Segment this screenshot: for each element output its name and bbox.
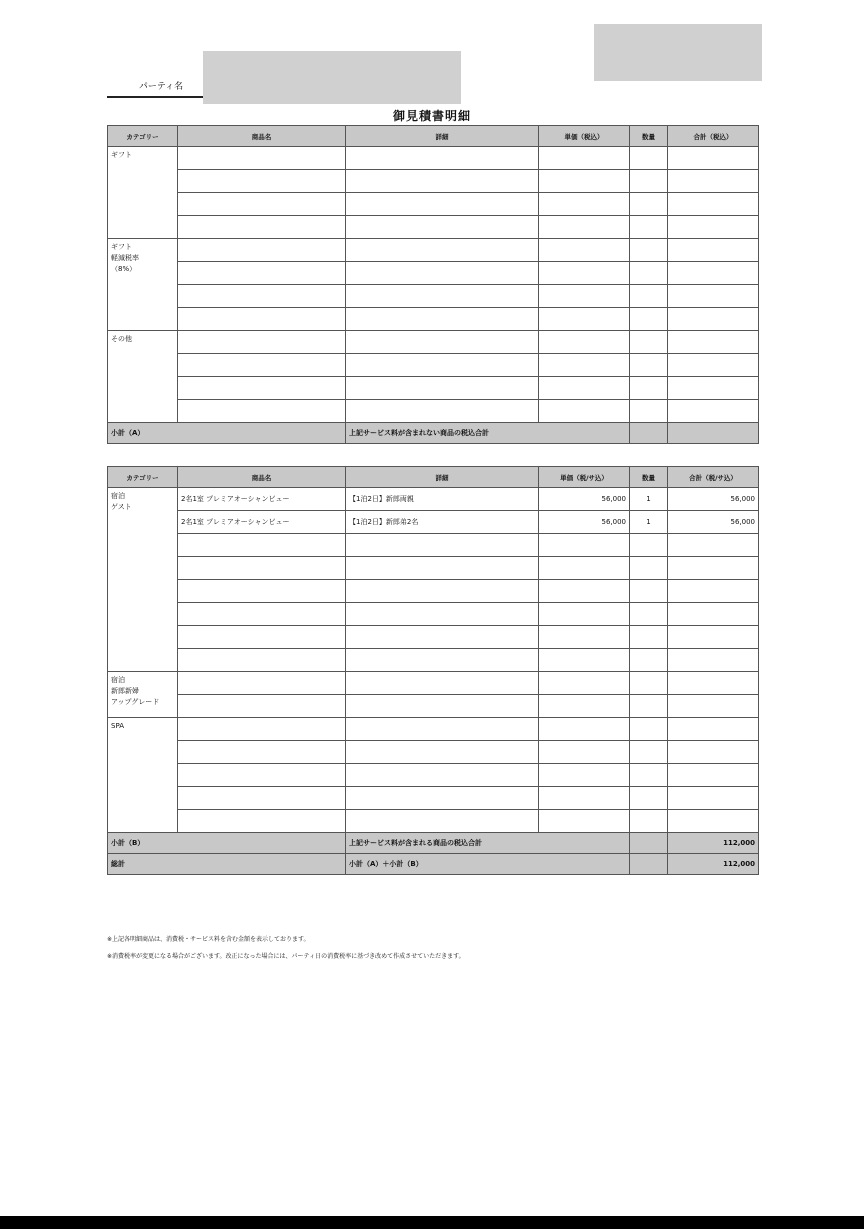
table-row [108,557,759,580]
detail-cell [346,649,539,672]
qty-cell [630,626,668,649]
item-cell [178,147,346,170]
total-cell [668,672,759,695]
qty-cell [630,216,668,239]
detail-cell [346,534,539,557]
category-cell: 宿泊 ゲスト [108,488,178,672]
unit-price-cell [539,810,630,833]
detail-cell [346,580,539,603]
subtotal-b-row-value: 112,000 [668,833,759,854]
unit-price-cell [539,741,630,764]
unit-price-cell [539,377,630,400]
table-row [108,216,759,239]
qty-cell [630,580,668,603]
category-cell: ギフト 軽減税率 （8%） [108,239,178,331]
unit-price-cell [539,695,630,718]
table-row [108,193,759,216]
unit-price-cell: 56,000 [539,488,630,511]
total-cell [668,764,759,787]
item-cell [178,308,346,331]
redacted-party-name [203,51,461,104]
total-cell [668,557,759,580]
table-row [108,400,759,423]
detail-cell [346,787,539,810]
unit-price-cell [539,718,630,741]
footnote: ※上記各明細商品は、消費税・サービス料を含む金額を表示しております。 [107,936,310,943]
party-name-label: パーティ名 [107,80,203,98]
unit-price-cell [539,216,630,239]
item-cell [178,741,346,764]
total-cell [668,331,759,354]
qty-cell [630,718,668,741]
detail-cell [346,216,539,239]
unit-price-cell [539,331,630,354]
qty-cell: 1 [630,488,668,511]
estimate-table-a [107,125,759,444]
item-cell [178,534,346,557]
qty-cell [630,649,668,672]
detail-cell: 【1泊2日】新郎両親 [346,488,539,511]
item-cell [178,216,346,239]
total-cell [668,262,759,285]
detail-cell [346,695,539,718]
detail-cell [346,285,539,308]
page-bottom-bar [0,1216,864,1229]
unit-price-cell [539,354,630,377]
col-header-unit-price: 単価（税/サ込） [539,467,630,488]
col-header-qty: 数量 [630,126,668,147]
grand-total-row [108,854,759,875]
detail-cell [346,239,539,262]
qty-cell: 1 [630,511,668,534]
table-row [108,787,759,810]
subtotal-a-row-value [668,423,759,444]
subtotal-a-row-qty [630,423,668,444]
total-cell [668,741,759,764]
detail-cell [346,626,539,649]
item-cell [178,626,346,649]
total-cell [668,377,759,400]
table-row [108,170,759,193]
unit-price-cell [539,147,630,170]
unit-price-cell [539,239,630,262]
total-cell [668,239,759,262]
total-cell [668,147,759,170]
qty-cell [630,557,668,580]
subtotal-b-row-label: 小計（B） [108,833,346,854]
header-row [108,126,759,147]
item-cell [178,718,346,741]
unit-price-cell [539,626,630,649]
footnote: ※消費税率が変更になる場合がございます。改正になった場合には、パーティ日の消費税率に基づき改めて作成させていただきます。 [107,953,465,960]
col-header-detail: 詳細 [346,126,539,147]
subtotal-b-row [108,833,759,854]
table-row [108,718,759,741]
qty-cell [630,331,668,354]
unit-price-cell [539,262,630,285]
total-cell [668,718,759,741]
detail-cell [346,331,539,354]
total-cell [668,400,759,423]
table-row [108,308,759,331]
total-cell [668,626,759,649]
item-cell [178,400,346,423]
total-cell: 56,000 [668,511,759,534]
total-cell [668,354,759,377]
total-cell [668,603,759,626]
subtotal-a-row-label: 小計（A） [108,423,346,444]
table-row [108,331,759,354]
grand-total-row-qty [630,854,668,875]
detail-cell: 【1泊2日】新郎弟2名 [346,511,539,534]
qty-cell [630,239,668,262]
table-row [108,262,759,285]
unit-price-cell [539,285,630,308]
qty-cell [630,193,668,216]
unit-price-cell [539,308,630,331]
qty-cell [630,672,668,695]
qty-cell [630,810,668,833]
table-row [108,672,759,695]
total-cell [668,649,759,672]
qty-cell [630,354,668,377]
unit-price-cell [539,672,630,695]
table-row [108,580,759,603]
table-row [108,626,759,649]
table-row [108,810,759,833]
detail-cell [346,377,539,400]
item-cell [178,239,346,262]
grand-total-row-value: 112,000 [668,854,759,875]
unit-price-cell [539,193,630,216]
detail-cell [346,672,539,695]
total-cell [668,308,759,331]
detail-cell [346,557,539,580]
total-cell [668,534,759,557]
col-header-total: 合計（税/サ込） [668,467,759,488]
category-cell: ギフト [108,147,178,239]
qty-cell [630,308,668,331]
col-header-unit-price: 単価（税込） [539,126,630,147]
subtotal-a-row [108,423,759,444]
unit-price-cell [539,557,630,580]
unit-price-cell [539,580,630,603]
item-cell [178,603,346,626]
table-row [108,285,759,308]
detail-cell [346,603,539,626]
item-cell [178,649,346,672]
total-cell [668,695,759,718]
qty-cell [630,285,668,308]
detail-cell [346,170,539,193]
item-cell: 2名1室 プレミアオーシャンビュー [178,511,346,534]
table-row [108,741,759,764]
category-cell: SPA [108,718,178,833]
category-cell: 宿泊 新郎新婦 アップグレード [108,672,178,718]
table-row [108,695,759,718]
unit-price-cell [539,534,630,557]
col-header-category: カテゴリー [108,126,178,147]
qty-cell [630,764,668,787]
qty-cell [630,147,668,170]
unit-price-cell [539,787,630,810]
table-row [108,603,759,626]
unit-price-cell [539,649,630,672]
detail-cell [346,147,539,170]
detail-cell [346,741,539,764]
item-cell [178,285,346,308]
qty-cell [630,534,668,557]
col-header-detail: 詳細 [346,467,539,488]
item-cell [178,672,346,695]
unit-price-cell [539,400,630,423]
total-cell: 56,000 [668,488,759,511]
col-header-item: 商品名 [178,126,346,147]
item-cell [178,377,346,400]
grand-total-row-note: 小計（A）＋小計（B） [346,854,630,875]
table-row [108,534,759,557]
subtotal-b-row-qty [630,833,668,854]
detail-cell [346,718,539,741]
qty-cell [630,741,668,764]
header-row [108,467,759,488]
qty-cell [630,787,668,810]
detail-cell [346,810,539,833]
table-row [108,377,759,400]
subtotal-b-row-note: 上記サービス料が含まれる商品の税込合計 [346,833,630,854]
table-row [108,239,759,262]
qty-cell [630,262,668,285]
item-cell [178,810,346,833]
qty-cell [630,603,668,626]
item-cell [178,331,346,354]
item-cell [178,262,346,285]
total-cell [668,285,759,308]
table-row [108,488,759,511]
item-cell [178,170,346,193]
qty-cell [630,377,668,400]
total-cell [668,787,759,810]
unit-price-cell [539,170,630,193]
unit-price-cell [539,764,630,787]
detail-cell [346,764,539,787]
total-cell [668,216,759,239]
page-title: 御見積書明細 [392,109,471,123]
subtotal-a-row-note: 上記サービス料が含まれない商品の税込合計 [346,423,630,444]
qty-cell [630,695,668,718]
estimate-table-b [107,466,759,875]
unit-price-cell [539,603,630,626]
col-header-category: カテゴリー [108,467,178,488]
table-row [108,764,759,787]
grand-total-row-label: 総計 [108,854,346,875]
detail-cell [346,400,539,423]
item-cell [178,557,346,580]
table-row [108,511,759,534]
item-cell [178,764,346,787]
col-header-qty: 数量 [630,467,668,488]
table-row [108,354,759,377]
detail-cell [346,354,539,377]
total-cell [668,170,759,193]
detail-cell [346,193,539,216]
item-cell: 2名1室 プレミアオーシャンビュー [178,488,346,511]
total-cell [668,193,759,216]
table-row [108,147,759,170]
item-cell [178,354,346,377]
total-cell [668,580,759,603]
qty-cell [630,400,668,423]
item-cell [178,695,346,718]
qty-cell [630,170,668,193]
total-cell [668,810,759,833]
table-row [108,649,759,672]
redacted-block [594,24,762,81]
item-cell [178,580,346,603]
col-header-item: 商品名 [178,467,346,488]
detail-cell [346,308,539,331]
col-header-total: 合計（税込） [668,126,759,147]
item-cell [178,787,346,810]
detail-cell [346,262,539,285]
category-cell: その他 [108,331,178,423]
item-cell [178,193,346,216]
unit-price-cell: 56,000 [539,511,630,534]
